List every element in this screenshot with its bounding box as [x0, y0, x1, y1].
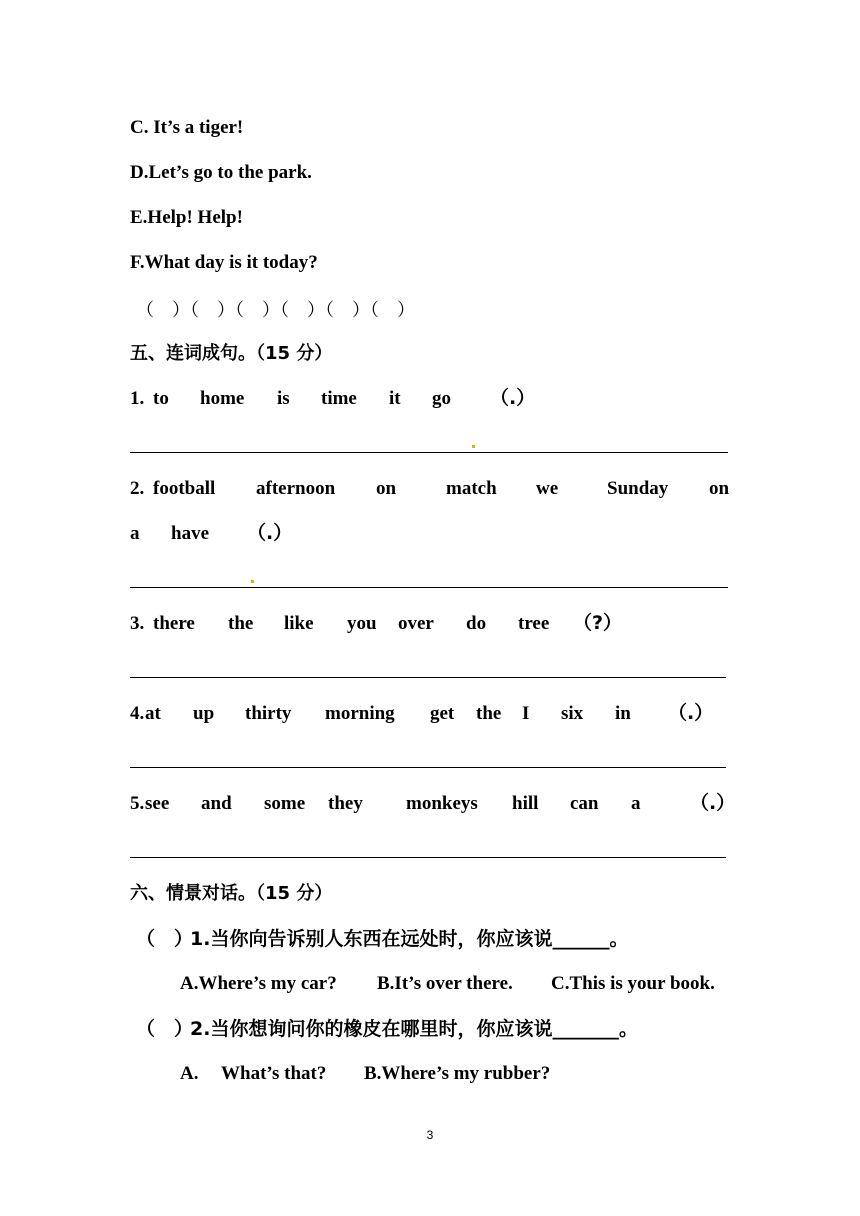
option-e: E.Help! Help! — [130, 207, 243, 228]
s5-item3-word: over — [398, 613, 434, 634]
s5-item3-num: 3. — [130, 613, 145, 634]
s5-item1-word: it — [389, 388, 401, 409]
s6-q2-text: 2.当你想询问你的橡皮在哪里时，你应该说_______。 — [190, 1018, 638, 1040]
s5-item3-word: there — [153, 613, 195, 634]
s5-item4-word: the — [476, 703, 502, 724]
s5-item4-word: thirty — [245, 703, 292, 724]
s6-q1-text: 1.当你向告诉别人东西在远处时，你应该说______。 — [190, 928, 629, 950]
s5-item4-word: up — [193, 703, 215, 724]
option-d: D.Let’s go to the park. — [130, 162, 312, 183]
s5-item5-word: some — [264, 793, 306, 814]
s6-q2-option-a: What’s that? — [221, 1063, 327, 1084]
s5-item3-word: tree — [518, 613, 550, 634]
yellow-dot-mark — [251, 580, 254, 583]
s5-item1-num: 1. — [130, 388, 145, 409]
s5-item1-answer-line[interactable] — [130, 452, 728, 453]
option-f: F.What day is it today? — [130, 252, 318, 273]
s5-item2-word: afternoon — [256, 478, 336, 499]
s5-item1-word: is — [277, 388, 290, 409]
s5-item2-word: have — [171, 523, 209, 544]
s6-q1-option-b: B.It’s over there. — [377, 973, 513, 994]
page-number: 3 — [426, 1128, 434, 1142]
s5-item5-answer-line[interactable] — [130, 857, 726, 858]
s5-item5-num: 5. — [130, 793, 145, 814]
s5-item3-answer-line[interactable] — [130, 677, 726, 678]
s5-item1-word: go — [432, 388, 451, 409]
s6-q1-option-c: C.This is your book. — [551, 973, 715, 994]
s5-item2-word: a — [130, 523, 140, 544]
s5-item5-word: monkeys — [406, 793, 478, 814]
s5-item4-num: 4. — [130, 703, 145, 724]
s5-item2-answer-line[interactable] — [130, 587, 728, 588]
s5-item2-word: match — [446, 478, 497, 499]
s5-item4-word: at — [145, 703, 161, 724]
s5-item3-word: do — [466, 613, 487, 634]
s6-q1-option-a: A.Where’s my car? — [180, 973, 337, 994]
s6-q1-bracket[interactable]: （ ） — [136, 928, 194, 950]
section5-title: 五、连词成句。（15 分） — [130, 343, 333, 364]
s5-item4-word: six — [561, 703, 584, 724]
s6-q2-option-a-letter: A. — [180, 1063, 199, 1084]
s5-item5-word: see — [145, 793, 170, 814]
s5-item3-punct: （?） — [573, 612, 623, 634]
s5-item4-word: in — [615, 703, 631, 724]
s5-item2-num: 2. — [130, 478, 145, 499]
s5-item4-punct: （.） — [668, 702, 714, 724]
s5-item5-word: can — [570, 793, 599, 814]
s5-item4-word: morning — [325, 703, 395, 724]
s6-q2-option-b: B.Where’s my rubber? — [364, 1063, 551, 1084]
s5-item2-word: football — [153, 478, 216, 499]
s5-item2-word: on — [376, 478, 397, 499]
s5-item2-word: Sunday — [607, 478, 669, 499]
option-c: C. It’s a tiger! — [130, 117, 244, 138]
s5-item5-punct: （.） — [690, 792, 736, 814]
yellow-dot-mark — [472, 445, 475, 448]
s5-item4-word: I — [522, 703, 530, 724]
answer-brackets[interactable]: （ ）（ ）（ ）（ ）（ ）（ ） — [136, 300, 415, 321]
s5-item2-punct: （.） — [247, 522, 293, 544]
s6-q2-bracket[interactable]: （ ） — [136, 1018, 194, 1040]
s5-item1-word: home — [200, 388, 245, 409]
s5-item4-answer-line[interactable] — [130, 767, 726, 768]
s5-item4-word: get — [430, 703, 455, 724]
s5-item5-word: they — [328, 793, 363, 814]
s5-item5-word: hill — [512, 793, 539, 814]
s5-item1-punct: （.） — [490, 387, 536, 409]
s5-item1-word: time — [321, 388, 357, 409]
s5-item3-word: you — [347, 613, 377, 634]
s5-item1-word: to — [153, 388, 169, 409]
s5-item5-word: and — [201, 793, 232, 814]
s5-item5-word: a — [631, 793, 641, 814]
section6-title: 六、情景对话。（15 分） — [130, 883, 333, 904]
s5-item3-word: like — [284, 613, 314, 634]
s5-item3-word: the — [228, 613, 254, 634]
s5-item2-word: we — [536, 478, 559, 499]
s5-item2-word: on — [709, 478, 730, 499]
